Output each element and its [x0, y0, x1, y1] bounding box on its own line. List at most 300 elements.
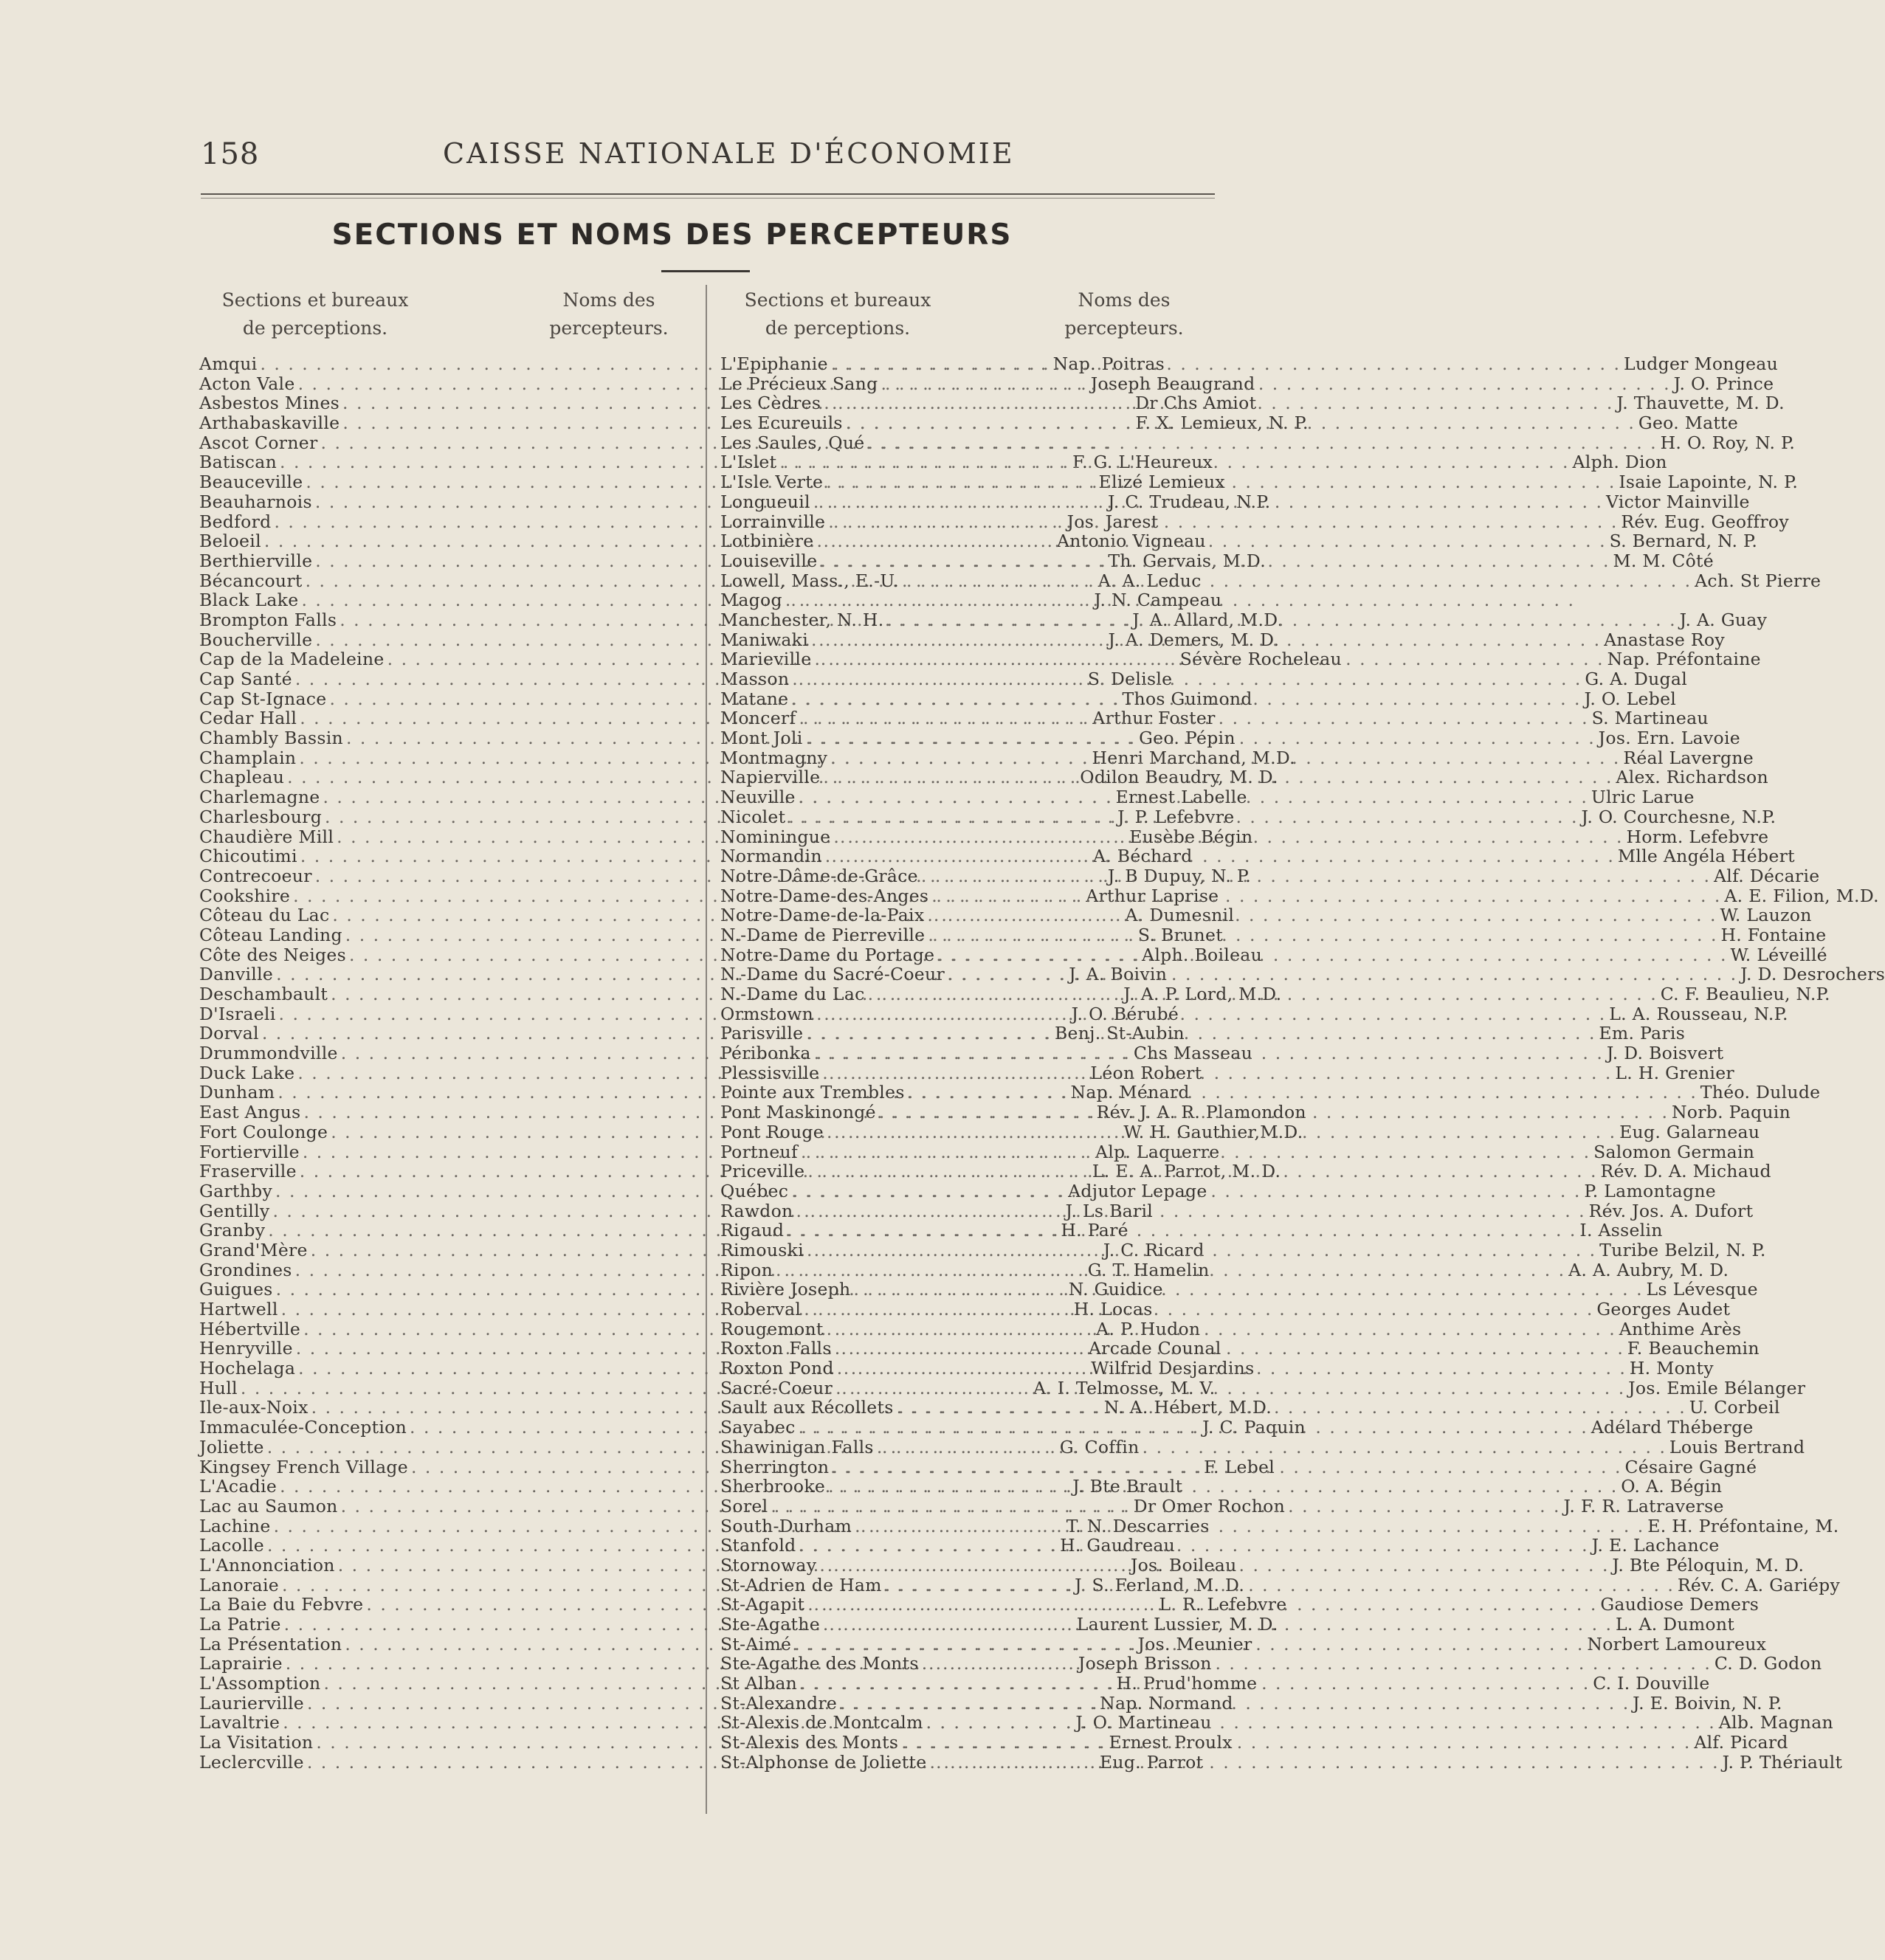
section-name: Hébertville — [199, 1318, 301, 1339]
dot-leader — [918, 866, 1714, 886]
section-name: Bedford — [199, 511, 272, 532]
collector-name: A. I. Telmosse, M. V. — [1033, 1377, 1216, 1398]
collector-name: M. M. Côté — [1613, 550, 1714, 571]
dot-leader — [830, 827, 1626, 847]
collector-name: Eug. Parrot — [1099, 1751, 1204, 1773]
section-name: Rivière Joseph — [720, 1279, 851, 1300]
collector-name: G. T. Hamelin — [1087, 1259, 1210, 1280]
collector-name: Victor Mainville — [1605, 491, 1750, 512]
section-name: Granby — [199, 1220, 266, 1241]
collector-name: Jos. Ern. Lavoie — [1598, 728, 1740, 749]
collector-name: Arthur Laprise — [1086, 885, 1219, 906]
collector-name: J. O. Lebel — [1584, 688, 1677, 709]
section-name: La Patrie — [199, 1614, 281, 1635]
section-name: Cedar Hall — [199, 708, 297, 729]
section-name: Contrecoeur — [199, 865, 312, 886]
left-sections-header: Sections et bureaux de perceptions. — [221, 289, 409, 339]
section-name: Garthby — [199, 1180, 273, 1201]
collector-name: J. A. Demers, M. D. — [1108, 629, 1280, 650]
collector-name: Laurent Lussier, M. D. — [1076, 1614, 1278, 1635]
section-name: Stanfold — [720, 1535, 796, 1556]
section-name: Sherrington — [720, 1456, 830, 1477]
section-name: Ste-Agathe — [720, 1614, 820, 1635]
list-item — [720, 905, 1812, 926]
list-item — [720, 590, 1207, 610]
section-name: Ormstown — [720, 1003, 814, 1024]
section-name: Lacolle — [199, 1535, 264, 1556]
collector-name: J. E. Lachance — [1591, 1535, 1720, 1556]
list-item — [720, 964, 1885, 985]
section-name: Pointe aux Trembles — [720, 1082, 905, 1103]
section-name: Lanoraie — [199, 1574, 279, 1595]
section-name: Berthierville — [199, 550, 313, 571]
collector-name: H. O. Roy, N. P. — [1660, 432, 1796, 453]
section-name: Marieville — [720, 649, 812, 670]
dot-leader — [925, 925, 1720, 945]
dot-leader — [894, 1398, 1689, 1418]
collector-name: J. O. Bérubé — [1071, 1003, 1179, 1024]
dot-leader — [788, 1181, 1584, 1201]
collector-name: Ernest Proulx — [1109, 1732, 1233, 1753]
list-item — [720, 806, 1777, 827]
section-name: Sacré-Coeur — [720, 1377, 833, 1398]
collector-name: Jos. Meunier — [1137, 1633, 1252, 1654]
dot-leader — [804, 1595, 1600, 1615]
section-name: St-Alexis des Monts — [720, 1732, 899, 1753]
list-item — [720, 472, 1799, 493]
right-sections-header: Sections et bureaux de perceptions. — [744, 289, 931, 339]
list-item — [720, 511, 1789, 532]
section-name: L'Assomption — [199, 1673, 321, 1694]
dot-leader — [796, 787, 1591, 807]
section-title: SECTIONS ET NOMS DES PERCEPTEURS — [331, 218, 1013, 252]
section-name: Maniwaki — [720, 629, 809, 650]
section-name: L'Isle Verte — [720, 472, 824, 493]
dot-leader — [927, 1753, 1723, 1773]
section-name: N.-Dame du Sacré-Coeur — [720, 964, 945, 985]
section-name: Lotbinière — [720, 531, 814, 552]
collector-name: H. Locas — [1073, 1299, 1153, 1319]
collector-name: J. C. Ricard — [1103, 1239, 1205, 1260]
collector-name: J. D. Desrochers — [1740, 964, 1885, 985]
section-name: Danville — [199, 964, 274, 985]
page-number: 158 — [201, 137, 260, 171]
collector-name: Ludger Mongeau — [1623, 353, 1779, 374]
list-item — [720, 1220, 1663, 1241]
section-name: Manchester, N. H. — [720, 609, 884, 630]
section-name: St-Alphonse de Joliette — [720, 1751, 927, 1773]
section-name: Batiscan — [199, 452, 278, 473]
section-name: Québec — [720, 1180, 789, 1201]
collector-name: Louis Bertrand — [1669, 1436, 1805, 1457]
list-item — [720, 767, 1768, 788]
section-name: Gentilly — [199, 1200, 270, 1221]
collector-name: O. A. Bégin — [1621, 1476, 1723, 1497]
list-item — [720, 1732, 1788, 1753]
collector-name: Georges Audet — [1596, 1299, 1731, 1319]
collector-name: Sévère Rocheleau — [1179, 649, 1342, 670]
dot-leader — [798, 1142, 1593, 1162]
section-name: East Angus — [199, 1102, 301, 1123]
collector-name: H. Monty — [1629, 1358, 1714, 1379]
list-item — [720, 1239, 1766, 1260]
section-name: Asbestos Mines — [199, 393, 340, 414]
section-name: Hochelaga — [199, 1358, 296, 1379]
collector-name: L. R. Lefebvre — [1159, 1594, 1287, 1615]
collector-name: G. A. Dugal — [1585, 669, 1688, 689]
dot-leader — [828, 354, 1624, 374]
list-item — [720, 1476, 1723, 1497]
collector-name: Alb. Magnan — [1718, 1712, 1833, 1733]
section-name: Hartwell — [199, 1299, 278, 1319]
section-name: Charlesbourg — [199, 806, 323, 827]
section-name: St-Aimé — [720, 1633, 792, 1654]
dot-leader — [791, 1635, 1587, 1654]
collector-name: E. H. Préfontaine, M. — [1647, 1515, 1839, 1536]
dot-leader — [813, 1004, 1609, 1024]
collector-name: A. A. Aubry, M. D. — [1568, 1259, 1729, 1280]
section-name: Les Saules, Qué — [720, 432, 865, 453]
collector-name: T. N. Descarries — [1066, 1515, 1210, 1536]
section-name: Les Ecureuils — [720, 413, 843, 434]
list-item — [720, 1259, 1729, 1280]
section-name: Brompton Falls — [199, 609, 337, 630]
list-item — [720, 531, 1758, 552]
list-item — [720, 1299, 1731, 1319]
collector-name: S. Brunet — [1137, 924, 1223, 945]
list-item — [720, 747, 1754, 768]
list-item — [720, 373, 1774, 394]
section-name: Chambly Bassin — [199, 728, 343, 749]
dot-leader — [945, 965, 1740, 984]
collector-name: A. Dumesnil — [1125, 905, 1235, 926]
collector-name: Alf. Décarie — [1714, 865, 1820, 886]
collector-name: Em. Paris — [1599, 1023, 1686, 1044]
collector-name: J. C. Paquin — [1202, 1417, 1306, 1438]
collector-name: P. Lamontagne — [1584, 1180, 1716, 1201]
collector-name: J. O. Courchesne, N.P. — [1581, 806, 1777, 827]
dot-leader — [808, 630, 1604, 650]
collector-name: Léon Robert — [1090, 1062, 1202, 1083]
collector-name: Alp. Laquerre — [1095, 1141, 1220, 1162]
section-name: Matane — [720, 688, 789, 709]
collector-name: A. Béchard — [1092, 846, 1193, 867]
dot-leader — [905, 1083, 1700, 1102]
section-name: Stornoway — [720, 1554, 817, 1576]
list-item — [720, 570, 1822, 591]
section-name: Sherbrooke — [720, 1476, 826, 1497]
section-name: St Alban — [720, 1673, 798, 1694]
dot-leader — [865, 433, 1661, 453]
header-rule-thin — [201, 198, 1215, 199]
collector-name: Ulric Larue — [1591, 787, 1695, 808]
section-name: Lavaltrie — [199, 1712, 280, 1733]
collector-name: Turibe Belzil, N. P. — [1599, 1239, 1766, 1260]
collector-name: F. Lebel — [1204, 1456, 1275, 1477]
collector-name: L. E. A. Parrot, M. D. — [1092, 1161, 1281, 1182]
collector-name: Mlle Angéla Hébert — [1617, 846, 1795, 867]
section-name: Nicolet — [720, 806, 786, 827]
section-name: Fortierville — [199, 1141, 300, 1162]
collector-name: Antonio Vigneau — [1057, 531, 1206, 552]
dot-leader — [834, 1359, 1630, 1378]
section-name: L'Epiphanie — [720, 353, 828, 374]
section-name: Louiseville — [720, 550, 818, 571]
list-item — [720, 669, 1688, 689]
section-name: D'Israeli — [199, 1003, 276, 1024]
section-name: Masson — [720, 669, 790, 689]
section-name: Lowell, Mass., E.-U. — [720, 570, 900, 591]
header-rule — [201, 193, 1215, 195]
collector-name: Norbert Lamoureux — [1587, 1633, 1767, 1654]
section-name: Sault aux Récollets — [720, 1397, 894, 1418]
list-item — [720, 1535, 1720, 1556]
section-name: Rigaud — [720, 1220, 785, 1241]
section-name: Fort Coulonge — [199, 1121, 328, 1142]
collector-name: H. Gaudreau — [1060, 1535, 1176, 1556]
list-item — [720, 1614, 1735, 1635]
section-name: Pont Maskinongé — [720, 1102, 876, 1123]
dot-leader — [923, 1713, 1719, 1733]
list-item — [720, 1633, 1767, 1654]
collector-name: Arthur Foster — [1092, 708, 1216, 729]
section-name: Immaculée-Conception — [199, 1417, 407, 1438]
section-name: Notre-Dame du Portage — [720, 944, 935, 965]
section-name: Notre-Dame-des-Anges — [720, 885, 929, 906]
list-item — [720, 1692, 1782, 1714]
collector-name: J. F. R. Latraverse — [1563, 1495, 1724, 1516]
section-name: La Présentation — [199, 1633, 342, 1654]
section-name: Arthabaskaville — [199, 413, 340, 434]
collector-name: J. N. Campeau — [1094, 590, 1222, 611]
dot-leader — [843, 413, 1638, 433]
dot-leader — [820, 1615, 1616, 1635]
section-name: Chicoutimi — [199, 846, 297, 867]
collector-name: L. A. Dumont — [1616, 1614, 1735, 1635]
section-name: L'Islet — [720, 452, 777, 473]
section-name: Rougemont — [720, 1318, 824, 1339]
dot-leader — [796, 1418, 1591, 1438]
collector-name: Ernest Labelle — [1115, 787, 1247, 808]
collector-name: Rév. D. A. Michaud — [1600, 1161, 1771, 1182]
dot-leader — [804, 1162, 1600, 1181]
section-name: Roberval — [720, 1299, 802, 1319]
section-name: Duck Lake — [199, 1062, 295, 1083]
dot-leader — [928, 886, 1724, 906]
dot-leader — [852, 1516, 1647, 1536]
collector-name: Gaudiose Demers — [1600, 1594, 1760, 1615]
section-name: St-Alexis de Montcalm — [720, 1712, 923, 1733]
section-name: Grand'Mère — [199, 1239, 308, 1260]
collector-name: Anastase Roy — [1604, 629, 1725, 650]
list-item — [720, 1082, 1821, 1103]
dot-leader — [837, 1694, 1633, 1714]
section-name: Beauharnois — [199, 491, 312, 512]
collector-name: Nap. Poitras — [1052, 353, 1165, 374]
dot-leader — [876, 1102, 1672, 1122]
dot-leader — [865, 984, 1661, 1004]
list-item — [720, 1673, 1710, 1694]
section-name: Rawdon — [720, 1200, 793, 1221]
collector-name: G. Coffin — [1059, 1436, 1140, 1457]
list-item — [720, 1062, 1734, 1083]
list-item — [199, 433, 680, 453]
section-name: St-Adrien de Ham — [720, 1574, 882, 1595]
section-name: Joliette — [199, 1436, 264, 1457]
section-name: Fraserville — [199, 1161, 297, 1182]
dot-leader — [804, 1240, 1599, 1260]
collector-name: J. S. Ferland, M. D. — [1075, 1574, 1245, 1595]
collector-name: J. P. Lefebvre — [1117, 806, 1235, 827]
list-item — [720, 984, 1830, 1004]
section-name: Henryville — [199, 1338, 293, 1359]
section-name: Côteau du Lac — [199, 905, 330, 926]
collector-name: C. D. Godon — [1714, 1653, 1822, 1674]
section-name: L'Annonciation — [199, 1554, 335, 1576]
dot-leader — [785, 807, 1581, 827]
list-item — [720, 1338, 1760, 1359]
section-name: Shawinigan Falls — [720, 1436, 874, 1457]
dot-leader — [821, 393, 1616, 413]
collector-name: N. A. Hébert, M.D. — [1103, 1397, 1272, 1418]
dot-leader — [816, 1556, 1612, 1576]
section-name: Notre-Dâme-de-Grâce — [720, 865, 918, 886]
list-item — [720, 1141, 1755, 1162]
dot-leader — [878, 374, 1673, 394]
collector-name: J. Ls Baril — [1065, 1200, 1154, 1221]
collector-name: J. C. Trudeau, N.P. — [1107, 491, 1271, 512]
dot-leader — [919, 1654, 1715, 1674]
list-item — [720, 1043, 1724, 1064]
list-item — [720, 491, 1750, 512]
section-name: Leclercville — [199, 1751, 304, 1773]
dot-leader — [801, 1300, 1596, 1319]
collector-name: Eusèbe Bégin — [1129, 826, 1253, 847]
section-name: Champlain — [199, 747, 297, 768]
list-item — [720, 728, 1740, 749]
list-item — [720, 1377, 1806, 1398]
collector-name: Norb. Paquin — [1671, 1102, 1791, 1123]
collector-name: U. Corbeil — [1689, 1397, 1780, 1418]
dot-leader — [797, 1674, 1593, 1694]
dot-leader — [824, 1122, 1619, 1142]
dot-leader — [776, 452, 1572, 472]
collector-name: H. Fontaine — [1720, 924, 1827, 945]
section-name: Ile-aux-Noix — [199, 1397, 309, 1418]
list-item — [720, 924, 1827, 945]
collector-name: Geo. Matte — [1638, 413, 1739, 434]
list-item — [720, 1023, 1686, 1044]
collector-name: Arcade Counal — [1088, 1338, 1221, 1359]
list-item — [720, 865, 1820, 886]
collector-name: Th. Gervais, M.D. — [1108, 550, 1266, 571]
list-item — [720, 826, 1769, 847]
collector-name: Benj. St-Aubin — [1054, 1023, 1185, 1044]
section-name: Dunham — [199, 1082, 275, 1103]
section-name: Ascot Corner — [199, 432, 318, 453]
section-name: St-Agapit — [720, 1594, 805, 1615]
list-item — [720, 1161, 1771, 1182]
collector-name: W. Lauzon — [1720, 905, 1812, 926]
section-name: Acton Vale — [199, 373, 295, 394]
collector-name: Henri Marchand, M.D. — [1092, 747, 1295, 768]
collector-name: Thos Guimond — [1122, 688, 1252, 709]
collector-name: Rév. J. A. R. Plamondon — [1096, 1102, 1306, 1123]
section-name: Laurierville — [199, 1692, 304, 1714]
collector-name: Théo. Dulude — [1700, 1082, 1821, 1103]
list-item — [720, 1318, 1742, 1339]
collector-name: Jos. Boileau — [1130, 1554, 1237, 1576]
section-name: Cap de la Madeleine — [199, 649, 385, 670]
section-name: St-Alexandre — [720, 1692, 838, 1714]
collector-name: J. B Dupuy, N. P. — [1107, 865, 1251, 886]
list-item — [720, 432, 1796, 453]
collector-name: Nap. Préfontaine — [1607, 649, 1761, 670]
section-name: Deschambault — [199, 984, 328, 1004]
section-name: Cap St-Ignace — [199, 688, 327, 709]
section-name: Mont Joli — [720, 728, 803, 749]
collector-name: L. A. Rousseau, N.P. — [1609, 1003, 1788, 1024]
dot-leader — [820, 767, 1616, 787]
list-item — [720, 550, 1714, 571]
collector-name: J. A. Guay — [1679, 609, 1768, 630]
collector-name: J. A. Boivin — [1069, 964, 1168, 985]
section-name: Nominingue — [720, 826, 831, 847]
list-item — [720, 353, 1779, 374]
section-name: Magog — [720, 590, 782, 611]
list-item — [720, 1003, 1788, 1024]
collector-name: Geo. Pépin — [1139, 728, 1236, 749]
collector-name: A. A. Leduc — [1097, 570, 1202, 591]
dot-leader — [796, 708, 1591, 728]
list-item — [720, 452, 1667, 473]
list-item — [720, 1515, 1839, 1536]
collector-name: Adjutor Lepage — [1068, 1180, 1207, 1201]
right-collectors-header: Noms des percepteurs. — [1064, 289, 1184, 339]
dot-leader — [822, 846, 1618, 866]
collector-name: Elizé Lemieux — [1098, 472, 1225, 493]
section-name: Le Précieux Sang — [720, 373, 878, 394]
collector-name: A. E. Filion, M.D. — [1724, 885, 1879, 906]
collector-name: Nap. Normand — [1100, 1692, 1233, 1714]
collector-name: N. Guidice — [1068, 1279, 1163, 1300]
section-name: Notre-Dame-de-la-Paix — [720, 905, 925, 926]
dot-leader — [811, 649, 1607, 669]
section-name: Beloeil — [199, 531, 261, 552]
collector-name: Alph. Boileau — [1142, 944, 1263, 965]
section-name: Côte des Neiges — [199, 944, 346, 965]
list-item — [720, 787, 1695, 808]
dot-leader — [924, 905, 1720, 925]
dot-leader — [788, 689, 1584, 709]
collector-name: Alph. Dion — [1572, 452, 1667, 473]
section-name: Roxton Falls — [720, 1338, 832, 1359]
dot-leader — [784, 1221, 1579, 1240]
section-name: Grondines — [199, 1259, 292, 1280]
collector-name: J. O. Martineau — [1075, 1712, 1212, 1733]
collector-name: Ach. St Pierre — [1695, 570, 1822, 591]
collector-name: Rév. Eug. Geoffroy — [1621, 511, 1789, 532]
section-name: Amqui — [199, 353, 258, 374]
collector-name: Joseph Beaugrand — [1090, 373, 1255, 394]
collector-name: Césaire Gagné — [1624, 1456, 1757, 1477]
section-name: Dorval — [199, 1023, 259, 1044]
collector-name: Ls Lévesque — [1646, 1279, 1758, 1300]
list-item — [720, 1279, 1758, 1300]
list-item — [720, 1358, 1714, 1379]
dot-leader — [782, 590, 1578, 610]
section-name: Moncerf — [720, 708, 796, 729]
